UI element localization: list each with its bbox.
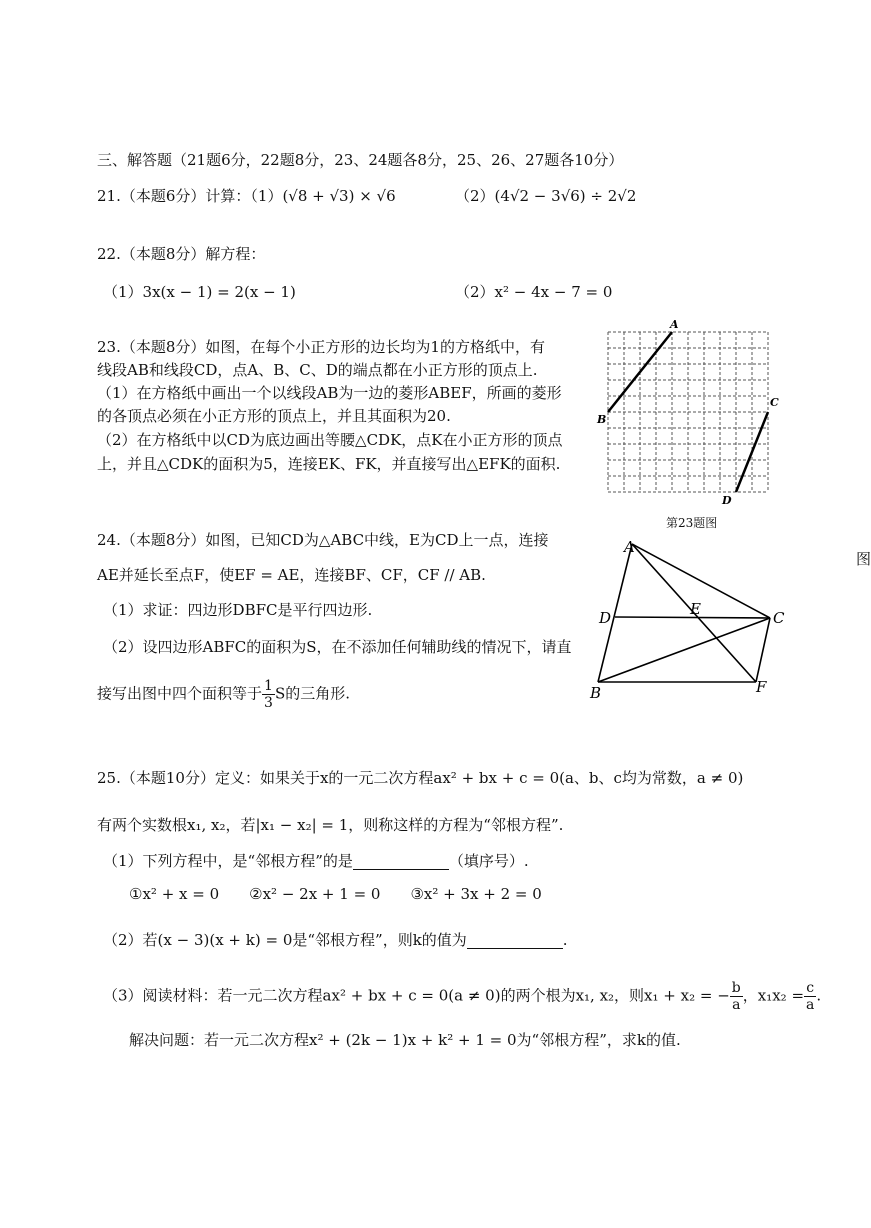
q25-line-5-mid: ，x₁x₂ = bbox=[742, 986, 805, 1005]
q21-part1: 21.（本题6分）计算：（1）(√8 + √3) × √6 bbox=[97, 187, 396, 205]
q23-line-4: 的各顶点必须在小正方形的顶点上，并且其面积为20. bbox=[97, 407, 451, 425]
line-bc bbox=[598, 618, 770, 682]
q23-line-2: 线段AB和线段CD，点A、B、C、D的端点都在小正方形的顶点上. bbox=[97, 361, 538, 379]
q23-line-6: 上，并且△CDK的面积为5，连接EK、FK，并直接写出△EFK的面积. bbox=[97, 455, 561, 473]
q25-line-5 bbox=[103, 980, 821, 1013]
triangle-figure bbox=[586, 536, 796, 706]
grid-figure bbox=[596, 318, 780, 512]
label-c: C bbox=[773, 609, 785, 627]
line-ac bbox=[632, 544, 770, 618]
line-cf bbox=[756, 618, 770, 682]
label-b: B bbox=[590, 684, 602, 702]
q24-line-3: （1）求证：四边形DBFC是平行四边形. bbox=[103, 601, 373, 619]
q24-line-4: （2）设四边形ABFC的面积为S，在不添加任何辅助线的情况下，请直 bbox=[103, 638, 572, 656]
q25-line-4-post: . bbox=[562, 931, 568, 949]
q25-line-3 bbox=[103, 851, 529, 871]
label-c: C bbox=[770, 396, 779, 409]
q25-line-6: 解决问题：若一元二次方程x² + (2k − 1)x + k² + 1 = 0为“邻根方程”，求k的值. bbox=[129, 1031, 681, 1049]
q24-line-2: AE并延长至点F，使EF = AE，连接BF、CF，CF // AB. bbox=[97, 566, 486, 584]
q25-line-4 bbox=[103, 930, 568, 950]
q25-options: ①x² + x = 0 ②x² − 2x + 1 = 0 ③x² + 3x + 2 = 0 bbox=[129, 885, 542, 903]
q25-line-4-pre: （2）若(x − 3)(x + k) = 0是“邻根方程”，则k的值为 bbox=[103, 931, 467, 949]
label-b: B bbox=[597, 413, 607, 426]
label-e: E bbox=[690, 600, 701, 618]
q25-line-5-pre: （3）阅读材料：若一元二次方程ax² + bx + c = 0(a ≠ 0)的两个根为x₁, x₂，则x₁ + x₂ = − bbox=[103, 986, 730, 1005]
label-d: D bbox=[722, 494, 732, 507]
q25-line-3-post: （填序号）. bbox=[448, 852, 529, 870]
answer-blank-1[interactable] bbox=[353, 855, 449, 870]
q23-line-5: （2）在方格纸中以CD为底边画出等腰△CDK，点K在小正方形的顶点 bbox=[97, 431, 563, 449]
q21-part2: （2）(4√2 − 3√6) ÷ 2√2 bbox=[455, 187, 637, 205]
q25-line-1: 25.（本题10分）定义：如果关于x的一元二次方程ax² + bx + c = 0(a、b、c均为常数，a ≠ 0) bbox=[97, 769, 744, 787]
q23-line-1: 23.（本题8分）如图，在每个小正方形的边长均为1的方格纸中，有 bbox=[97, 338, 545, 356]
label-f: F bbox=[756, 678, 767, 696]
q22-part2: （2）x² − 4x − 7 = 0 bbox=[455, 283, 613, 301]
label-d: D bbox=[599, 609, 612, 627]
q23-figure-caption: 第23题图 bbox=[666, 516, 718, 530]
q24-line-5-post: S的三角形. bbox=[274, 684, 350, 703]
q24-line-5 bbox=[97, 678, 350, 711]
edge-character: 图 bbox=[856, 550, 871, 568]
label-a: A bbox=[624, 538, 635, 556]
grid-lines bbox=[608, 332, 768, 492]
label-a: A bbox=[670, 318, 679, 331]
q25-line-2: 有两个实数根x₁, x₂，若|x₁ − x₂| = 1，则称这样的方程为“邻根方程”. bbox=[97, 816, 564, 834]
fraction-one-third: $\frac{1}{3}$ bbox=[264, 678, 273, 711]
q22-stem: 22.（本题8分）解方程： bbox=[97, 245, 266, 263]
fraction-c-over-a: $\frac{c}{a}$ bbox=[806, 980, 815, 1013]
fraction-b-over-a: $\frac{b}{a}$ bbox=[731, 980, 741, 1013]
section-header: 三、解答题（21题6分，22题8分，23、24题各8分，25、26、27题各10分） bbox=[97, 151, 624, 169]
q25-line-3-pre: （1）下列方程中，是“邻根方程”的是 bbox=[103, 852, 353, 870]
q23-line-3: （1）在方格纸中画出一个以线段AB为一边的菱形ABEF，所画的菱形 bbox=[97, 384, 562, 402]
q25-line-5-end: . bbox=[816, 986, 822, 1005]
q22-part1: （1）3x(x − 1) = 2(x − 1) bbox=[103, 283, 296, 301]
answer-blank-2[interactable] bbox=[467, 934, 563, 949]
q24-line-1: 24.（本题8分）如图，已知CD为△ABC中线，E为CD上一点，连接 bbox=[97, 531, 549, 549]
q24-line-5-pre: 接写出图中四个面积等于 bbox=[97, 684, 263, 703]
